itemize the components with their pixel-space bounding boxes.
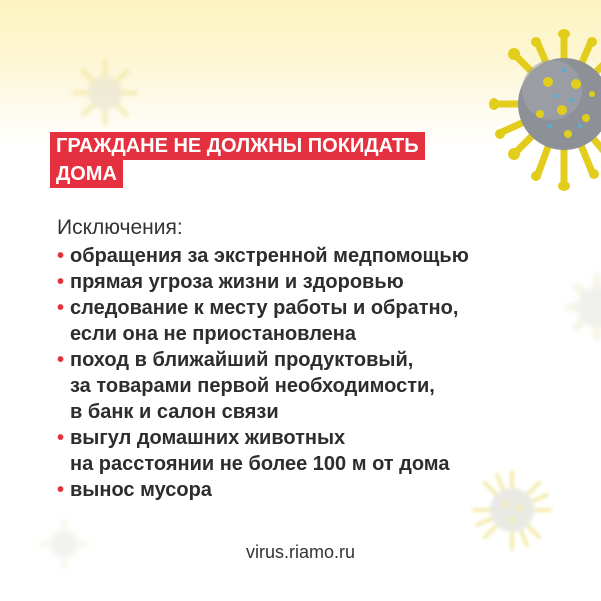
exceptions-section xyxy=(57,215,577,503)
list-item-text: обращения за экстренной медпомощью xyxy=(70,245,469,267)
list-item-text: за товарами первой необходимости, xyxy=(70,375,435,397)
list-item-text: вынос мусора xyxy=(70,479,212,501)
bullet-icon: • xyxy=(57,479,65,501)
list-item xyxy=(57,347,577,425)
list-item-text: поход в ближайший продуктовый, xyxy=(70,349,414,371)
list-item-text: на расстоянии не более 100 м от дома xyxy=(70,453,450,475)
list-item xyxy=(57,295,577,347)
list-item-text: в банк и салон связи xyxy=(70,401,279,423)
website-url: virus.riamo.ru xyxy=(245,542,356,562)
bullet-icon: • xyxy=(57,271,65,293)
list-item-text: выгул домашних животных xyxy=(70,427,346,449)
exceptions-list xyxy=(57,243,577,503)
headline-line: ГРАЖДАНЕ НЕ ДОЛЖНЫ ПОКИДАТЬ xyxy=(50,132,425,160)
list-item-text: если она не приостановлена xyxy=(70,323,356,345)
exceptions-heading: Исключения: xyxy=(57,216,183,239)
list-item xyxy=(57,477,577,503)
bullet-icon: • xyxy=(57,245,65,267)
bullet-icon: • xyxy=(57,427,65,449)
list-item xyxy=(57,269,577,295)
list-item-text: следование к месту работы и обратно, xyxy=(70,297,459,319)
list-item xyxy=(57,425,577,477)
list-item-text: прямая угроза жизни и здоровью xyxy=(70,271,404,293)
coronavirus-icon xyxy=(488,22,601,202)
coronavirus-icon xyxy=(70,58,140,128)
bullet-icon: • xyxy=(57,297,65,319)
bullet-icon: • xyxy=(57,349,65,371)
headline-line: ДОМА xyxy=(50,160,123,188)
headline xyxy=(50,132,425,188)
list-item xyxy=(57,243,577,269)
